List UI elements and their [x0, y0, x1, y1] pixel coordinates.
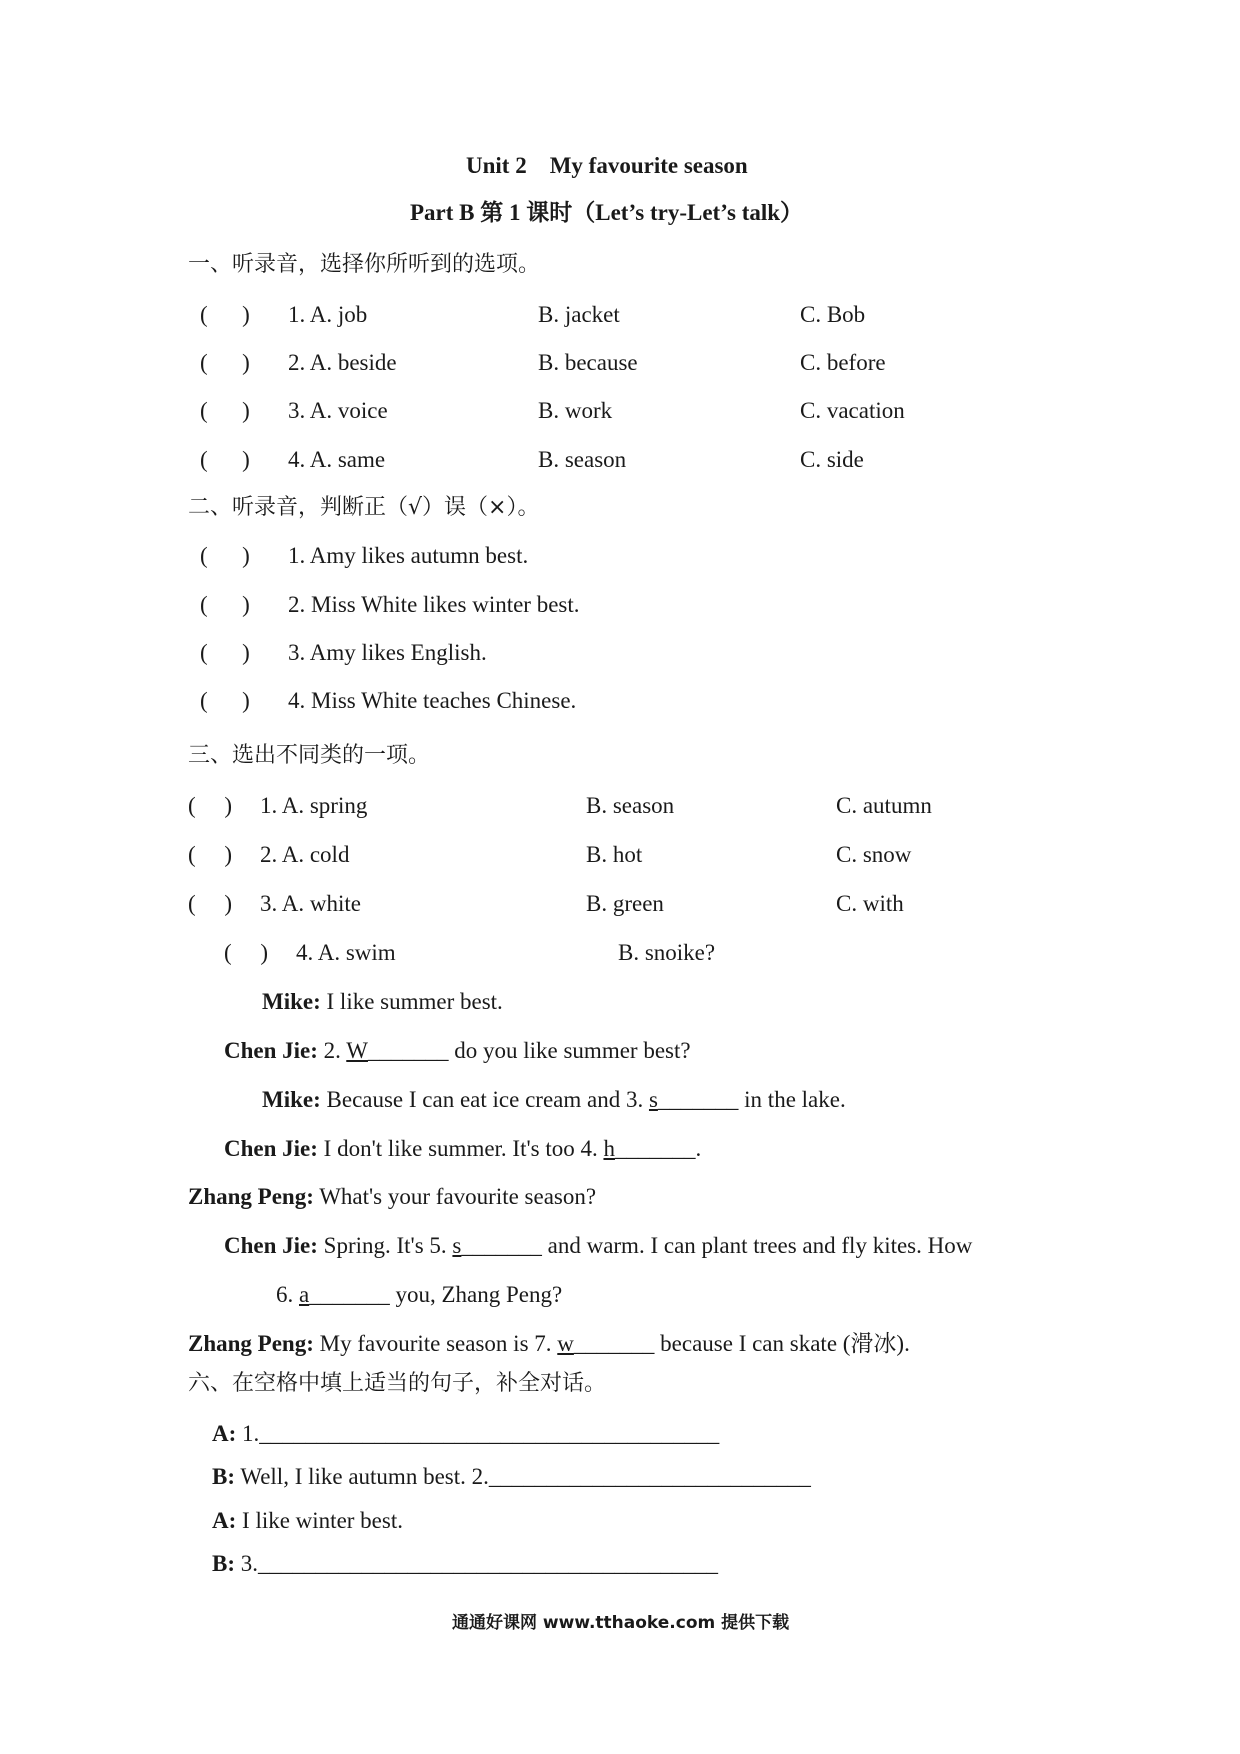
- blank-letter: w: [557, 1331, 574, 1356]
- page-subtitle: Part B 第 1 课时（Let’s try-Let’s talk）: [410, 200, 804, 225]
- dialogue-line: [188, 1182, 596, 1212]
- dialogue-text: 6.: [276, 1282, 299, 1307]
- dialogue-line: [262, 1085, 846, 1115]
- option-c: C. snow: [836, 842, 912, 867]
- section3-heading: 三、选出不同类的一项。: [188, 743, 431, 768]
- answer-paren: ( ): [188, 793, 233, 818]
- option-a: 3. A. white: [260, 891, 361, 916]
- dialogue-line: [224, 1134, 701, 1164]
- dialogue-text: _______ in the lake.: [657, 1087, 846, 1112]
- speaker-name: B:: [212, 1551, 235, 1576]
- speaker-name: B:: [212, 1464, 235, 1489]
- dialogue-line: [276, 1280, 562, 1310]
- option-c: C. before: [800, 350, 886, 375]
- dialogue-text: _______.: [614, 1136, 702, 1161]
- speaker-name: Chen Jie:: [224, 1038, 318, 1063]
- speaker-name: Mike:: [262, 1087, 321, 1112]
- answer-paren: ( ): [200, 688, 250, 713]
- dialogue-text: I like summer best.: [320, 989, 503, 1014]
- speaker-name: Chen Jie:: [224, 1136, 318, 1161]
- blank-letter: s: [648, 1087, 658, 1112]
- speaker-name: A:: [212, 1421, 237, 1446]
- dialogue-line: [224, 1036, 691, 1066]
- option-a: 1. A. spring: [260, 793, 368, 818]
- dialogue-line: [262, 987, 503, 1017]
- page-title: Unit 2 My favourite season: [466, 153, 748, 178]
- blank-letter: s: [452, 1233, 462, 1258]
- dialogue-text: 1.________________________________________: [236, 1421, 720, 1446]
- speaker-name: Zhang Peng:: [188, 1331, 314, 1356]
- option-b: B. because: [538, 350, 638, 375]
- dialogue-text: Well, I like autumn best. 2.____________________________: [235, 1464, 811, 1489]
- option-c: C. autumn: [836, 793, 932, 818]
- dialogue-text: I don't like summer. It's too 4.: [317, 1136, 604, 1161]
- answer-paren: ( ): [224, 940, 269, 965]
- option-b: B. hot: [586, 842, 643, 867]
- dialogue-line: [212, 1462, 811, 1492]
- dialogue-line: [212, 1419, 719, 1449]
- dialogue-text: 3.________________________________________: [235, 1551, 718, 1576]
- dialogue-text: _______ do you like summer best?: [367, 1038, 691, 1063]
- answer-paren: ( ): [200, 640, 250, 665]
- dialogue-text: My favourite season is 7.: [313, 1331, 558, 1356]
- dialogue-line: [188, 1329, 910, 1359]
- option-a: 2. A. beside: [288, 350, 397, 375]
- option-c: C. vacation: [800, 398, 905, 423]
- speaker-name: Mike:: [262, 989, 321, 1014]
- dialogue-text: 2.: [317, 1038, 347, 1063]
- option-b: B. season: [538, 447, 627, 472]
- option-b: B. season: [586, 793, 675, 818]
- dialogue-text: I like winter best.: [236, 1508, 403, 1533]
- section6-heading: 六、在空格中填上适当的句子，补全对话。: [188, 1371, 607, 1396]
- answer-paren: ( ): [200, 447, 250, 472]
- blank-letter: W: [346, 1038, 368, 1063]
- dialogue-text: _______ because I can skate (滑冰).: [573, 1331, 910, 1356]
- footer-note: 通通好课网 www.tthaoke.com 提供下载: [452, 1613, 790, 1633]
- dialogue-line: [212, 1549, 718, 1579]
- option-c: C. Bob: [800, 302, 866, 327]
- option-a: 4. A. swim: [296, 940, 396, 965]
- option-c: C. side: [800, 447, 864, 472]
- dialogue-text: _______ you, Zhang Peng?: [309, 1282, 563, 1307]
- answer-paren: ( ): [200, 592, 250, 617]
- answer-paren: ( ): [188, 891, 233, 916]
- dialogue-text: What's your favourite season?: [313, 1184, 597, 1209]
- statement-text: 3. Amy likes English.: [288, 640, 487, 665]
- option-c: C. with: [836, 891, 904, 916]
- option-a: 3. A. voice: [288, 398, 388, 423]
- answer-paren: ( ): [200, 302, 250, 327]
- section1-heading: 一、听录音，选择你所听到的选项。: [188, 252, 541, 277]
- answer-paren: ( ): [200, 543, 250, 568]
- option-a: 1. A. job: [288, 302, 368, 327]
- answer-paren: ( ): [200, 398, 250, 423]
- option-b: B. jacket: [538, 302, 620, 327]
- option-b: B. snoike?: [618, 940, 716, 965]
- dialogue-text: Because I can eat ice cream and 3.: [320, 1087, 649, 1112]
- statement-text: 4. Miss White teaches Chinese.: [288, 688, 577, 713]
- speaker-name: Zhang Peng:: [188, 1184, 314, 1209]
- option-a: 4. A. same: [288, 447, 386, 472]
- answer-paren: ( ): [188, 842, 233, 867]
- dialogue-line: [212, 1506, 403, 1536]
- speaker-name: A:: [212, 1508, 237, 1533]
- statement-text: 2. Miss White likes winter best.: [288, 592, 580, 617]
- dialogue-line: [224, 1231, 972, 1261]
- option-a: 2. A. cold: [260, 842, 350, 867]
- section2-heading: 二、听录音，判断正（√）误（×）。: [188, 495, 540, 520]
- blank-letter: a: [299, 1282, 310, 1307]
- dialogue-text: Spring. It's 5.: [317, 1233, 453, 1258]
- option-b: B. green: [586, 891, 664, 916]
- blank-letter: h: [603, 1136, 615, 1161]
- speaker-name: Chen Jie:: [224, 1233, 318, 1258]
- answer-paren: ( ): [200, 350, 250, 375]
- dialogue-text: _______ and warm. I can plant trees and fly kites. How: [461, 1233, 973, 1258]
- statement-text: 1. Amy likes autumn best.: [288, 543, 529, 568]
- option-b: B. work: [538, 398, 613, 423]
